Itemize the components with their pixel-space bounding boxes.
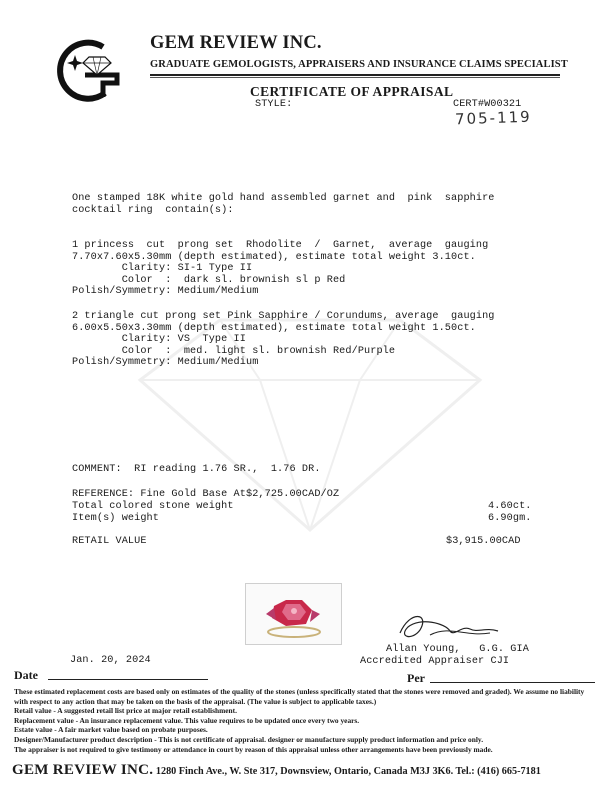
footer-address: 1280 Finch Ave., W. Ste 317, Downsview, Ontario, Canada M3J 3K6. Tel.: (416) 665-7181 xyxy=(153,766,541,777)
per-label: Per xyxy=(407,671,425,685)
appraiser-signature xyxy=(390,605,510,645)
disclaimer-line: Replacement value - An insurance replacement value. This value requires to be updated once every two years. xyxy=(14,715,360,725)
stone-2-color: Color : med. light sl. brownish Red/Purple xyxy=(72,345,396,357)
stone-1-line: 7.70x7.60x5.30mm (depth estimated), estimate total weight 3.10ct. xyxy=(72,251,476,263)
total-colored-label: Total colored stone weight xyxy=(72,501,234,512)
footer-company: GEM REVIEW INC. xyxy=(12,762,154,778)
disclaimer-line: Retail value - A suggested retail list price at major retail establishment. xyxy=(14,706,237,716)
comment: COMMENT: RI reading 1.76 SR., 1.76 DR. xyxy=(72,464,321,475)
disclaimer-line: Estate value - A fair market value based on probate purposes. xyxy=(14,725,208,735)
stone-2-clarity: Clarity: VS Type II xyxy=(72,334,246,345)
stone-2-details xyxy=(72,311,495,369)
date-label: Date xyxy=(14,668,38,682)
stone-1-clarity: Clarity: SI-1 Type II xyxy=(72,263,253,274)
ring-photo xyxy=(245,583,342,645)
handwritten-note: 705-119 xyxy=(454,107,532,129)
reference: REFERENCE: Fine Gold Base At$2,725.00CAD/OZ xyxy=(72,489,340,500)
disclaimer xyxy=(14,687,599,754)
gem-review-logo xyxy=(55,35,125,110)
disclaimer-line: These estimated replacement costs are based only on estimates of the quality of the stones (unless specifically stated that the stones were removed and graded). We assume no liability with respect to any action that may be taken on the basis of the appraisal. (The value is subject to applicable taxes.) xyxy=(14,687,585,706)
retail-value-label: RETAIL VALUE xyxy=(72,536,147,547)
per-line xyxy=(430,682,595,683)
stone-1-color: Color : dark sl. brownish sl p Red xyxy=(72,274,346,286)
stone-1-details xyxy=(72,240,488,298)
appraiser-title: Accredited Appraiser CJI xyxy=(360,656,510,667)
date-line xyxy=(48,679,208,680)
disclaimer-line: Designer/Manufacturer product description - This is not certificate of appraisal. designer or manufacture supply product information and price only. xyxy=(14,734,484,744)
item-description xyxy=(72,193,495,216)
company-tagline: GRADUATE GEMOLOGISTS, APPRAISERS AND INSURANCE CLAIMS SPECIALIST xyxy=(150,59,568,70)
company-name: GEM REVIEW INC. xyxy=(150,33,322,53)
ring-image xyxy=(246,584,341,644)
date-value: Jan. 20, 2024 xyxy=(70,655,151,666)
certificate-title: CERTIFICATE OF APPRAISAL xyxy=(250,84,454,99)
disclaimer-line: The appraiser is not required to give testimony or attendance in court by reason of this appraisal unless other arrangements have been previously made. xyxy=(14,744,493,754)
stone-1-polish: Polish/Symmetry: Medium/Medium xyxy=(72,286,259,297)
appraiser-name: Allan Young, G.G. GIA xyxy=(386,644,529,655)
header-rule-thin xyxy=(150,77,560,78)
stone-2-line: 6.00x5.50x3.30mm (depth estimated), estimate total weight 1.50ct. xyxy=(72,322,476,334)
header-rule xyxy=(150,74,560,76)
item-weight-label: Item(s) weight xyxy=(72,513,159,524)
description-line: One stamped 18K white gold hand assembled garnet and pink sapphire xyxy=(72,193,495,204)
style-label: STYLE: xyxy=(255,99,293,110)
stone-1-line: 1 princess cut prong set Rhodolite / Garnet, average gauging xyxy=(72,240,489,251)
description-line: cocktail ring contain(s): xyxy=(72,204,234,216)
retail-value: $3,915.00CAD xyxy=(446,536,521,547)
stone-2-line: 2 triangle cut prong set Pink Sapphire / Corundums, average gauging xyxy=(72,311,495,322)
footer xyxy=(12,762,541,779)
total-colored-value: 4.60ct. xyxy=(488,501,532,512)
stone-2-polish: Polish/Symmetry: Medium/Medium xyxy=(72,357,259,368)
certificate-number: CERT#W00321 xyxy=(453,99,522,110)
item-weight-value: 6.90gm. xyxy=(488,513,532,524)
